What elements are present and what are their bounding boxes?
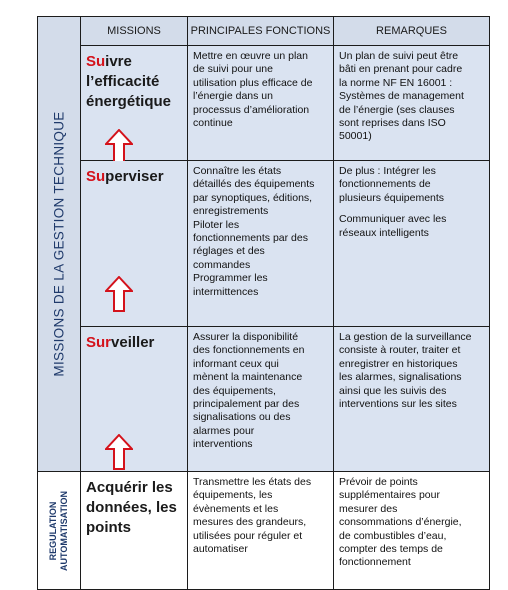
text-line: automatiser [193,543,248,556]
text-line: signalisations ou des [193,411,291,424]
mission-text: Acquérir les [86,479,173,496]
text-line: de l’énergie (ses clauses [339,103,455,116]
text-line: processus d’amélioration [193,103,310,116]
text-line: alarmes pour [193,424,255,437]
mission-cell [81,472,188,590]
mission-text: perviser [105,168,164,185]
text-line: mènent la maintenance [193,371,303,384]
text-line: évènements et les [193,502,279,515]
mission-text: ivre [105,53,132,70]
remarques-cell [334,327,490,472]
header-missions: MISSIONS [81,17,188,46]
side-label-regulation-text [48,491,70,571]
text-line: Piloter les [193,218,240,231]
missions-table [37,16,490,590]
text-line: 50001) [339,130,372,143]
table-row [38,327,490,472]
side-label-regulation [38,472,81,590]
text-line: plusieurs équipements [339,191,445,204]
side-label-line: AUTOMATISATION [59,490,69,571]
header-fonctions: PRINCIPALES FONCTIONS [188,17,334,46]
text-line: les alarmes, signalisations [339,371,462,384]
text-line: fonctionnements par des [193,232,308,245]
text-line: compter des temps de [339,543,443,556]
text-line: interventions [193,438,253,451]
text-line: principalement par des [193,398,300,411]
side-label-gestion [38,17,81,472]
text-line: Connaître les états [193,165,282,177]
text-line: ainsi que les suivis des [339,384,447,397]
text-line: bâti en prenant pour cadre [339,63,463,76]
mission-cell [81,161,188,327]
mission-text: énergétique [86,93,172,110]
fonctions-cell [188,472,334,590]
text-line: réglages et des [193,245,265,258]
text-line: Communiquer avec les [339,213,447,226]
mission-prefix: Sur [86,334,112,351]
text-line: Prévoir de points [339,476,418,488]
text-line: enregistrements [193,205,269,218]
mission-prefix: Su [86,53,106,70]
mission-cell [81,46,188,161]
remarques-cell [334,161,490,327]
table-row [38,161,490,327]
text-line: équipements, les [193,489,273,502]
text-line: de combustibles d’eau, [339,529,447,542]
text-line: Assurer la disponibilité [193,331,299,343]
text-line: utilisées pour réguler et [193,529,303,542]
text-line: La gestion de la surveillance [339,331,472,343]
text-line: consiste à router, traiter et [339,344,461,357]
text-line: réseaux intelligents [339,226,429,239]
text-line: commandes [193,258,251,271]
text-line: informant ceux qui [193,357,279,370]
text-line: utilisation plus efficace de [193,76,313,89]
text-line: fonctionnement [339,556,411,569]
text-line: enregistrer en historiques [339,357,458,370]
text-line: l’énergie dans un [193,90,273,103]
fonctions-cell [188,161,334,327]
text-line: des fonctionnements en [193,344,305,357]
side-label-gestion-text: MISSIONS DE LA GESTION TECHNIQUE [51,111,67,377]
text-line: supplémentaires pour [339,489,440,502]
text-line: sont reprises dans ISO [339,117,446,130]
remarques-cell [334,46,490,161]
up-arrow-icon [105,276,133,312]
remarques-cell [334,472,490,590]
mission-text: veiller [111,334,155,351]
mission-text: points [86,519,131,536]
mission-cell [81,327,188,472]
header-remarques: REMARQUES [334,17,490,46]
text-line: De plus : Intégrer les [339,165,436,177]
text-line: consommations d’énergie, [339,516,462,529]
header-row [38,17,490,46]
side-label-line: REGULATION [48,501,58,560]
text-line: mesures des grandeurs, [193,516,307,529]
text-line: détaillés des équipements [193,178,315,191]
fonctions-cell [188,46,334,161]
text-line: Transmettre les états des [193,476,312,488]
table-row [38,46,490,161]
table-row [38,472,490,590]
text-line: fonctionnements de [339,178,431,191]
mission-prefix: Su [86,168,106,185]
text-line: Systèmes de management [339,90,464,103]
text-line: mesurer des [339,502,398,515]
mission-text: données, les [86,499,177,516]
up-arrow-icon [105,434,133,470]
text-line: Un plan de suivi peut être [339,50,459,62]
text-line: la norme NF EN 16001 : [339,76,453,89]
text-line: intermittences [193,285,259,298]
text-line: des équipements, [193,384,276,397]
text-line: par synoptiques, éditions, [193,191,313,204]
fonctions-cell [188,327,334,472]
text-line: continue [193,117,233,130]
mission-text: l’efficacité [86,73,160,90]
text-line: Programmer les [193,272,268,285]
text-line: de suivi pour une [193,63,273,76]
text-line: interventions sur les sites [339,398,457,411]
text-line: Mettre en œuvre un plan [193,50,308,62]
